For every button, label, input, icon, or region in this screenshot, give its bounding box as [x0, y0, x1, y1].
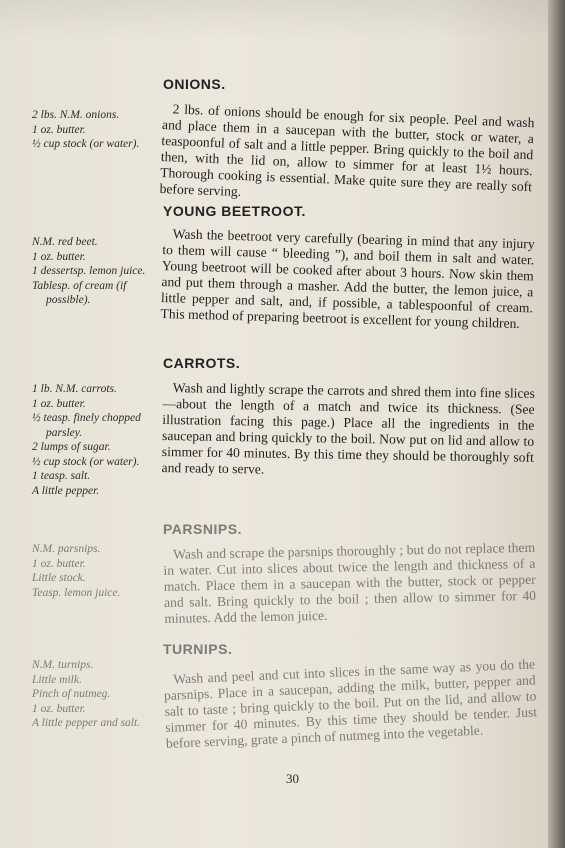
recipe-title: YOUNG BEETROOT. — [163, 203, 306, 219]
recipe-title: PARSNIPS. — [163, 521, 242, 537]
ingredient: 1 oz. butter. — [32, 557, 86, 570]
ingredient: 1 teasp. salt. — [32, 470, 91, 482]
page-shadow — [0, 0, 548, 40]
ingredient: 2 lumps of sugar. — [32, 441, 111, 453]
ingredient: N.M. parsnips. — [32, 543, 101, 555]
ingredient: Teasp. lemon juice. — [32, 586, 121, 599]
ingredient: ½ teasp. finely chopped parsley. — [32, 412, 141, 439]
recipe-title: TURNIPS. — [163, 641, 233, 657]
ingredient: 1 oz. butter. — [32, 123, 86, 136]
ingredient: 2 lbs. N.M. onions. — [32, 109, 120, 121]
recipe-method: Wash and peel and cut into slices in the same way as you do the parsnips. Place in a saucepan, adding the milk, butter, pepper and salt to taste ; bring quickly to the boil. Put on the lid, and allow to simmer for 40 minutes. By this time they should be tender. Just before serving, grate a pinch of nutmeg into the vegetable. — [163, 656, 538, 751]
ingredient-list — [32, 108, 157, 152]
ingredient: N.M. red beet. — [32, 236, 98, 248]
ingredient: 1 lb. N.M. carrots. — [32, 383, 117, 395]
ingredient-list — [32, 658, 157, 731]
recipe-method: 2 lbs. of onions should be enough for six people. Peel and wash and place them in a saucepan with the butter, stock or water, a teaspoonful of salt and a little pepper. Bring quickly to the boil and then, with the lid on, allow to simmer for at least 1½ hours. Thorough cooking is essential. Make quite sure they are really soft before serving. — [159, 101, 535, 200]
recipe-method: Wash and lightly scrape the carrots and shred them into fine slices—about the length of a match and twice its thickness. (See illustration facing this page.) Place all the ingredients in the saucepan and bring quickly to the boil. Now put on lid and allow to simmer for 40 minutes. By this time they should be thoroughly soft and ready to serve. — [161, 380, 535, 477]
recipe-method: Wash and scrape the parsnips thoroughly ; but do not replace them in water. Cut into slices about twice the length and thickness of a match. Place them in a saucepan with the butter, stock or pepper and salt. Bring quickly to the boil ; then allow to simmer for 40 minutes. Add the lemon juice. — [163, 539, 537, 626]
ingredient: 1 oz. butter. — [32, 397, 86, 410]
recipe-method: Wash the beetroot very carefully (bearing in mind that any injury to them will cause “ bleeding ”), and boil them in salt and water. Young beetroot will be cooked after about 3 hours. Now skin them and put them through a masher. Add the butter, the lemon juice, a little pepper and salt, and, if possible, a tablespoonful of cream. This method of preparing beetroot is excellent for young children. — [160, 226, 535, 331]
ingredient: Tablesp. of cream (if possible). — [32, 279, 127, 306]
ingredient: N.M. turnips. — [32, 659, 94, 671]
ingredient: Pinch of nutmeg. — [32, 688, 111, 700]
page-number: 30 — [286, 771, 299, 786]
recipe-title: ONIONS. — [163, 76, 226, 92]
ingredient: 1 oz. butter. — [32, 702, 86, 715]
ingredient: ½ cup stock (or water). — [32, 455, 140, 468]
page-edge — [548, 0, 565, 848]
ingredient-list — [32, 382, 157, 498]
ingredient: Little stock. — [32, 572, 86, 584]
ingredient-list — [32, 542, 157, 600]
ingredient: 1 dessertsp. lemon juice. — [32, 265, 146, 277]
ingredient: A little pepper. — [32, 484, 100, 497]
ingredient: Little milk. — [32, 673, 82, 686]
ingredient: ½ cup stock (or water). — [32, 138, 140, 150]
ingredient: A little pepper and salt. — [32, 717, 141, 729]
ingredient: 1 oz. butter. — [32, 250, 86, 263]
ingredient-list — [32, 235, 157, 308]
recipe-title: CARROTS. — [163, 355, 241, 371]
